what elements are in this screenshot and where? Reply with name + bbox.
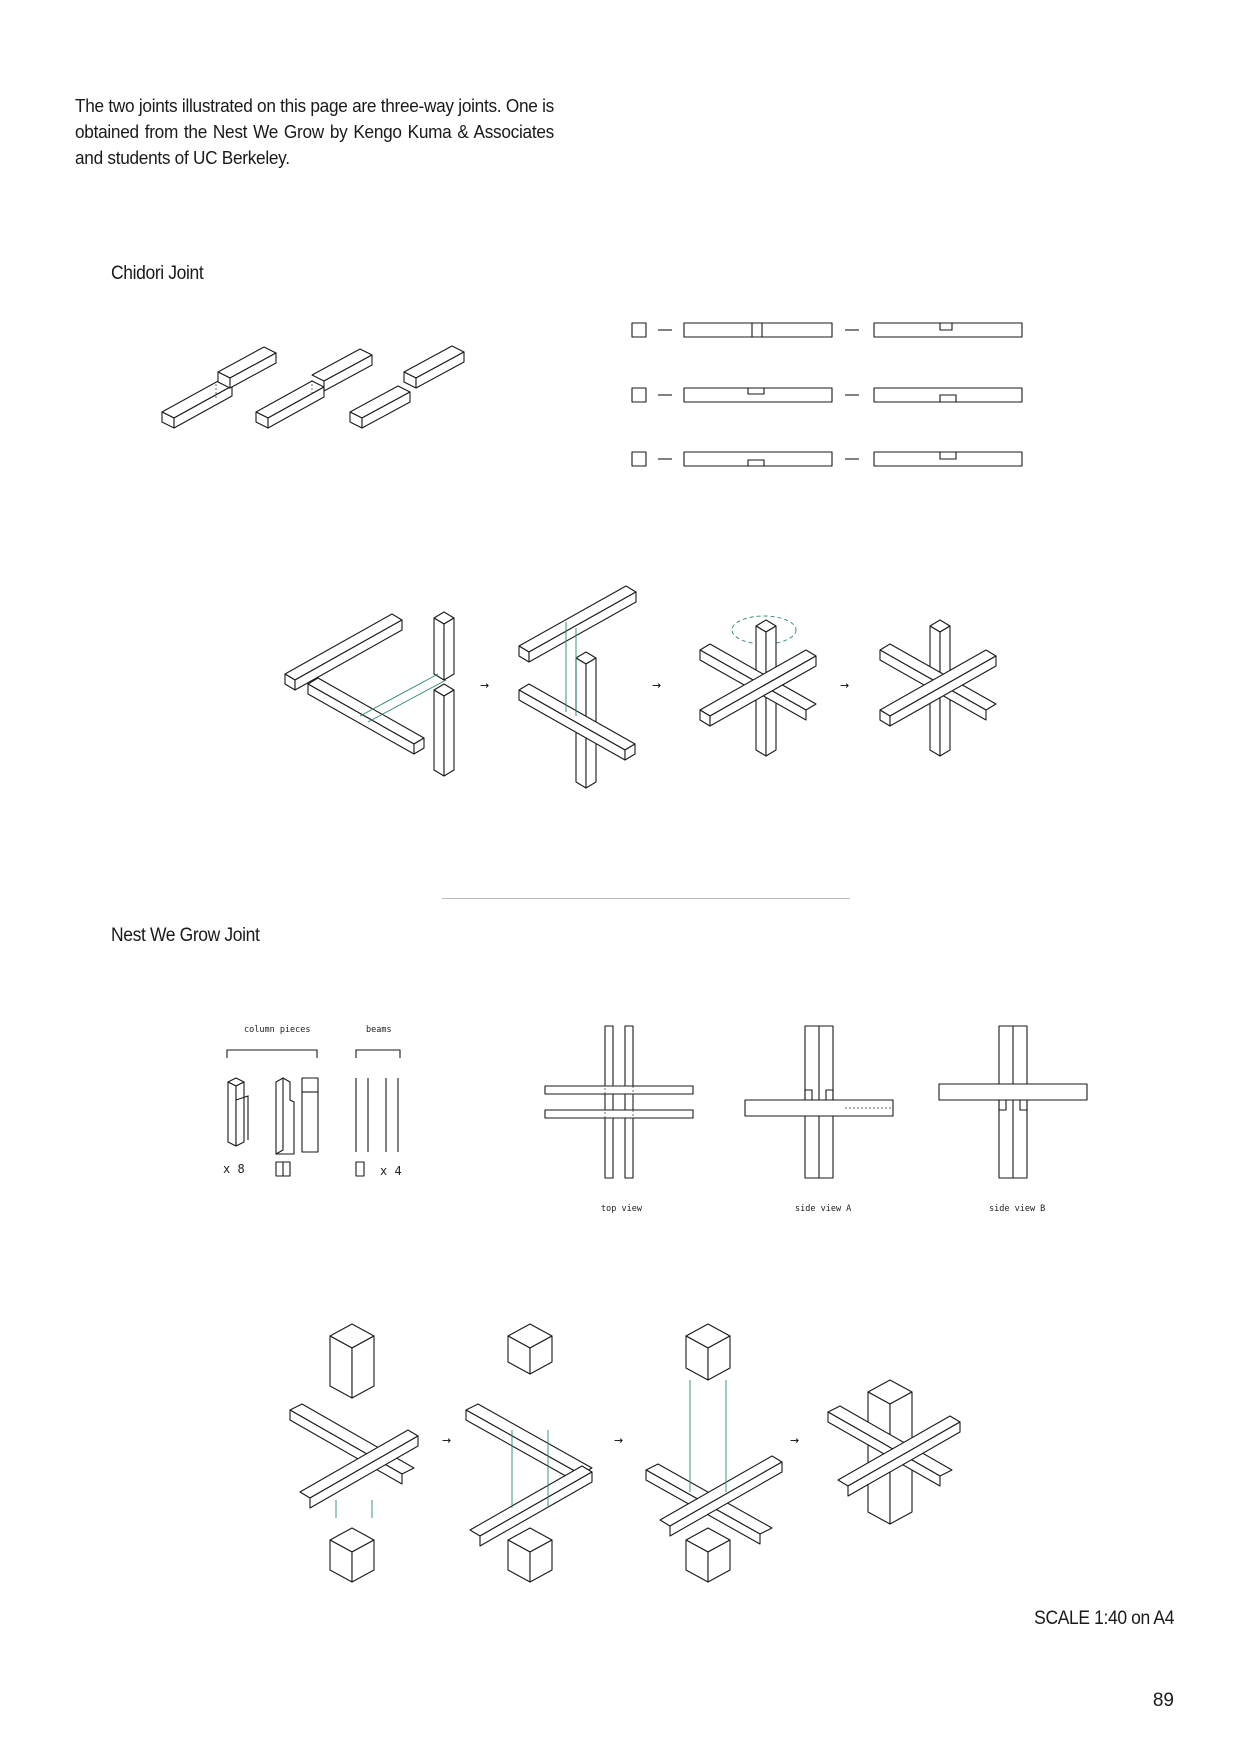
column-piece-2 <box>276 1078 294 1154</box>
beam-count: x 4 <box>380 1164 402 1178</box>
arrow-3: → <box>840 679 850 692</box>
nest-assembly-step-1 <box>290 1324 418 1582</box>
nest-assembly-step-2 <box>466 1324 592 1582</box>
side-view-b-drawing <box>939 1026 1087 1178</box>
scale-note: SCALE 1:40 on A4 <box>1034 1608 1174 1629</box>
page-number: 89 <box>1152 1690 1174 1711</box>
arrow-2: → <box>652 679 662 692</box>
arrow-4: → <box>442 1434 452 1447</box>
arrow-5: → <box>614 1434 624 1447</box>
side-view-b-label: side view B <box>989 1204 1046 1214</box>
column-piece-1 <box>228 1078 248 1146</box>
top-view-drawing <box>545 1026 693 1178</box>
column-pieces-label: column pieces <box>244 1025 311 1035</box>
side-view-a-label: side view A <box>795 1204 852 1214</box>
top-view-label: top view <box>601 1204 642 1214</box>
column-piece-3 <box>302 1078 318 1152</box>
side-view-a-drawing <box>745 1026 893 1178</box>
column-count: x 8 <box>223 1162 245 1176</box>
beam-elevations <box>356 1078 398 1152</box>
beam-section <box>356 1162 364 1176</box>
arrow-1: → <box>480 679 490 692</box>
nest-assembly-step-4 <box>828 1380 960 1524</box>
column-pieces-bracket <box>227 1050 317 1058</box>
beams-bracket <box>356 1050 400 1058</box>
intro-paragraph: The two joints illustrated on this page are three-way joints. One is obtained from the Nest We Grow by Kengo Kuma & Associates and students of UC Berkeley. <box>75 94 554 168</box>
chidori-joint-title: Chidori Joint <box>111 263 204 284</box>
nest-assembly-step-3 <box>646 1324 782 1582</box>
arrow-6: → <box>790 1434 800 1447</box>
beams-label: beams <box>366 1025 392 1035</box>
nest-we-grow-joint-title: Nest We Grow Joint <box>111 925 260 946</box>
